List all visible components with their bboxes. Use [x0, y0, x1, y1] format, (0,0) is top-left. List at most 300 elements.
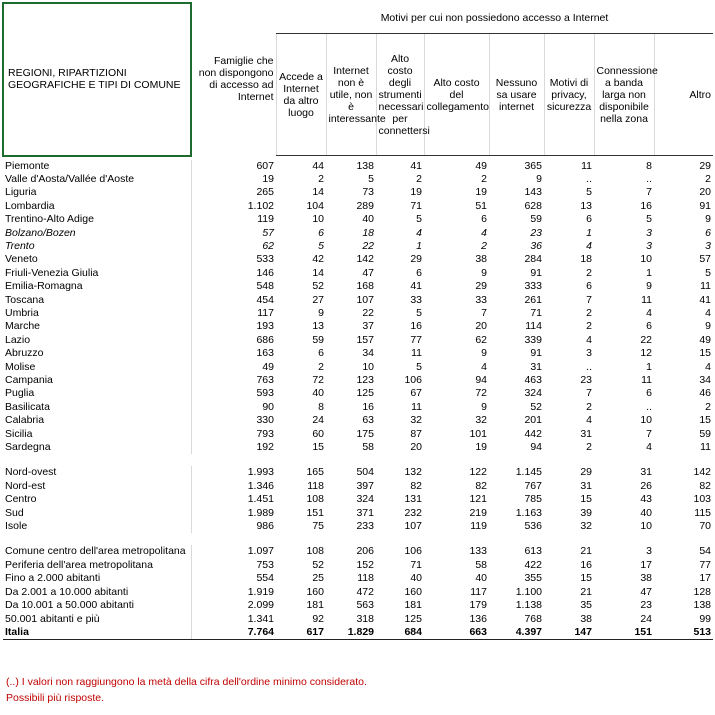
table-cell[interactable]: 5 — [416, 306, 422, 319]
table-cell[interactable]: 16 — [362, 400, 374, 413]
table-cell[interactable]: 554 — [256, 572, 274, 585]
table-cell[interactable]: 138 — [356, 159, 374, 172]
table-cell[interactable]: 11 — [411, 400, 422, 413]
table-cell[interactable]: 768 — [524, 612, 542, 625]
table-cell[interactable]: 5 — [416, 213, 422, 226]
table-cell[interactable]: 5 — [705, 266, 712, 279]
table-cell[interactable]: 9 — [481, 347, 487, 360]
table-cell[interactable]: 355 — [524, 572, 542, 585]
table-cell[interactable]: 151 — [306, 506, 324, 519]
table-cell[interactable]: 3 — [646, 239, 652, 252]
table-cell[interactable]: 49 — [475, 159, 487, 172]
table-cell[interactable]: 19 — [410, 186, 422, 199]
table-cell[interactable]: 1.346 — [247, 479, 274, 492]
table-cell[interactable]: 125 — [356, 387, 374, 400]
table-cell[interactable]: 151 — [594, 626, 654, 640]
table-cell[interactable]: 2 — [586, 400, 592, 413]
table-cell[interactable]: 157 — [356, 333, 374, 346]
table-cell[interactable]: .. — [586, 172, 592, 185]
table-cell[interactable]: 442 — [524, 427, 542, 440]
table-cell[interactable]: 2 — [586, 441, 592, 454]
table-cell[interactable]: 2 — [416, 172, 422, 185]
table-cell[interactable]: 219 — [469, 506, 487, 519]
table-cell[interactable]: 617 — [276, 626, 326, 640]
row-label[interactable]: Calabria — [3, 414, 191, 427]
table-cell[interactable]: 23 — [530, 226, 542, 239]
row-label[interactable]: Trento — [3, 240, 191, 253]
table-cell[interactable]: 106 — [404, 545, 422, 558]
table-cell[interactable]: 37 — [362, 320, 374, 333]
table-cell[interactable]: 20 — [410, 441, 422, 454]
table-cell[interactable]: 5 — [586, 186, 592, 199]
table-cell[interactable]: 1.989 — [247, 506, 274, 519]
table-cell[interactable]: .. — [646, 172, 652, 185]
table-cell[interactable]: 6 — [586, 280, 592, 293]
table-cell[interactable]: 43 — [640, 493, 652, 506]
table-cell[interactable]: 19 — [475, 441, 487, 454]
table-cell[interactable]: 147 — [544, 626, 594, 640]
table-cell[interactable]: 119 — [470, 520, 487, 533]
table-cell[interactable]: 142 — [356, 253, 374, 266]
table-cell[interactable]: 463 — [524, 374, 542, 386]
table-cell[interactable]: 152 — [356, 558, 374, 571]
table-cell[interactable]: 23 — [580, 374, 592, 386]
table-cell[interactable]: 2 — [586, 266, 592, 279]
table-cell[interactable]: 31 — [580, 479, 592, 492]
table-cell[interactable]: 9 — [536, 172, 542, 185]
row-label[interactable]: 50.001 abitanti e più — [3, 613, 191, 626]
table-cell[interactable]: 2 — [705, 172, 712, 185]
table-cell[interactable]: 2 — [705, 400, 712, 413]
table-cell[interactable]: 607 — [256, 159, 274, 172]
table-cell[interactable]: 2 — [481, 172, 487, 185]
table-cell[interactable]: 9 — [481, 400, 487, 413]
table-cell[interactable]: 70 — [699, 520, 712, 533]
table-cell[interactable]: 21 — [580, 585, 592, 598]
table-cell[interactable]: 8 — [646, 159, 652, 172]
table-cell[interactable]: 108 — [306, 545, 324, 558]
table-cell[interactable]: 67 — [410, 387, 422, 400]
table-cell[interactable]: 34 — [699, 374, 712, 386]
table-cell[interactable]: 7 — [646, 427, 652, 440]
table-cell[interactable]: 22 — [640, 333, 652, 346]
table-cell[interactable]: 114 — [525, 320, 542, 333]
row-label[interactable]: Toscana — [3, 294, 191, 307]
table-cell[interactable]: 6 — [705, 226, 712, 239]
table-cell[interactable]: 7 — [646, 186, 652, 199]
table-cell[interactable]: 73 — [362, 186, 374, 199]
table-cell[interactable]: 20 — [699, 186, 712, 199]
table-cell[interactable]: 16 — [580, 558, 592, 571]
table-cell[interactable]: 41 — [699, 293, 712, 306]
table-cell[interactable]: 32 — [580, 520, 592, 533]
table-cell[interactable]: 7.764 — [191, 626, 276, 640]
table-cell[interactable]: 192 — [256, 441, 274, 454]
table-cell[interactable]: 3 — [586, 347, 592, 360]
row-label[interactable]: Veneto — [3, 253, 191, 266]
table-cell[interactable]: 324 — [524, 387, 542, 400]
row-label[interactable]: Sicilia — [3, 428, 191, 441]
table-cell[interactable]: 32 — [410, 414, 422, 427]
table-cell[interactable]: 23 — [640, 599, 652, 612]
table-cell[interactable]: 115 — [694, 506, 712, 519]
table-cell[interactable]: 82 — [475, 479, 487, 492]
table-cell[interactable]: 62 — [262, 239, 274, 252]
table-cell[interactable]: 49 — [699, 333, 712, 346]
table-cell[interactable]: 763 — [256, 374, 274, 386]
row-label[interactable]: Lazio — [3, 334, 191, 347]
table-cell[interactable]: 2 — [586, 320, 592, 333]
table-cell[interactable]: 1 — [416, 239, 422, 252]
table-cell[interactable]: 40 — [312, 387, 324, 400]
row-label[interactable]: Puglia — [3, 387, 191, 400]
row-label[interactable]: Periferia dell'area metropolitana — [3, 559, 191, 572]
table-cell[interactable]: 24 — [312, 414, 324, 427]
row-label[interactable]: Emilia-Romagna — [3, 280, 191, 293]
table-cell[interactable]: 91 — [530, 266, 542, 279]
table-cell[interactable]: 62 — [475, 333, 487, 346]
table-cell[interactable]: 1.100 — [515, 585, 542, 598]
table-cell[interactable]: 52 — [530, 400, 542, 413]
table-cell[interactable]: 82 — [699, 479, 712, 492]
table-cell[interactable]: 1.163 — [515, 506, 542, 519]
row-label[interactable]: Fino a 2.000 abitanti — [3, 572, 191, 585]
table-cell[interactable]: 1.102 — [247, 199, 274, 212]
table-cell[interactable]: 330 — [256, 414, 274, 427]
table-cell[interactable]: 46 — [699, 387, 712, 400]
table-cell[interactable]: 6 — [586, 213, 592, 226]
table-cell[interactable]: 2 — [318, 360, 324, 373]
table-cell[interactable]: 4 — [481, 226, 487, 239]
table-cell[interactable]: 4.397 — [489, 626, 544, 640]
table-cell[interactable]: 71 — [530, 306, 542, 319]
table-cell[interactable]: 104 — [306, 199, 324, 212]
row-label[interactable]: Basilicata — [3, 401, 191, 414]
table-cell[interactable]: 59 — [312, 333, 324, 346]
row-label[interactable]: Campania — [3, 374, 191, 387]
table-cell[interactable]: 51 — [475, 199, 487, 212]
table-cell[interactable]: 57 — [262, 226, 274, 239]
table-cell[interactable]: 5 — [416, 360, 422, 373]
table-cell[interactable]: 513 — [654, 626, 713, 640]
table-cell[interactable]: 10 — [362, 360, 374, 373]
table-cell[interactable]: 47 — [640, 585, 652, 598]
table-cell[interactable]: 29 — [699, 159, 712, 172]
table-cell[interactable]: 3 — [646, 545, 652, 558]
table-cell[interactable]: 119 — [257, 213, 274, 226]
table-cell[interactable]: 9 — [646, 280, 652, 293]
table-cell[interactable]: 75 — [312, 520, 324, 533]
table-cell[interactable]: 11 — [581, 159, 592, 172]
table-cell[interactable]: 7 — [481, 306, 487, 319]
table-cell[interactable]: 125 — [404, 612, 422, 625]
table-cell[interactable]: 4 — [586, 414, 592, 427]
table-cell[interactable]: 1.097 — [247, 545, 274, 558]
table-cell[interactable]: 767 — [524, 479, 542, 492]
row-label[interactable]: Bolzano/Bozen — [3, 227, 191, 240]
table-cell[interactable]: 107 — [356, 293, 374, 306]
table-cell[interactable]: 94 — [475, 374, 487, 386]
table-cell[interactable]: 3 — [705, 239, 712, 252]
header-regioni[interactable]: REGIONI, RIPARTIZIONI GEOGRAFICHE E TIPI DI COMUNE — [3, 3, 191, 156]
table-cell[interactable]: 131 — [404, 493, 422, 506]
table-cell[interactable]: 36 — [530, 239, 542, 252]
table-cell[interactable]: 11 — [641, 374, 652, 386]
table-cell[interactable]: 11 — [700, 280, 712, 293]
table-cell[interactable]: 117 — [257, 306, 274, 319]
row-label[interactable]: Abruzzo — [3, 347, 191, 360]
table-cell[interactable]: 31 — [640, 466, 652, 479]
table-cell[interactable]: 785 — [524, 493, 542, 506]
table-cell[interactable]: 14 — [312, 266, 324, 279]
table-cell[interactable]: 92 — [312, 612, 324, 625]
row-label[interactable]: Da 2.001 a 10.000 abitanti — [3, 586, 191, 599]
table-cell[interactable]: 103 — [693, 493, 712, 506]
table-cell[interactable]: 42 — [312, 253, 324, 266]
row-label[interactable]: Italia — [3, 626, 191, 640]
table-cell[interactable]: 9 — [705, 320, 712, 333]
table-cell[interactable]: 163 — [256, 347, 274, 360]
table-cell[interactable]: 628 — [524, 199, 542, 212]
table-cell[interactable]: 16 — [640, 199, 652, 212]
table-cell[interactable]: 13 — [580, 199, 592, 212]
table-cell[interactable]: 40 — [640, 506, 652, 519]
table-cell[interactable]: 1.138 — [515, 599, 542, 612]
table-cell[interactable]: 99 — [699, 612, 712, 625]
table-cell[interactable]: 22 — [362, 306, 374, 319]
table-cell[interactable]: 38 — [640, 572, 652, 585]
table-cell[interactable]: 7 — [586, 293, 592, 306]
row-label[interactable]: Nord-est — [3, 480, 191, 493]
row-label[interactable]: Trentino-Alto Adige — [3, 213, 191, 226]
table-cell[interactable]: 333 — [524, 280, 542, 293]
table-cell[interactable]: 6 — [646, 320, 652, 333]
table-cell[interactable]: 29 — [475, 280, 487, 293]
table-cell[interactable]: 397 — [356, 479, 374, 492]
table-cell[interactable]: 40 — [475, 572, 487, 585]
table-cell[interactable]: 33 — [410, 293, 422, 306]
table-cell[interactable]: 533 — [256, 253, 274, 266]
table-cell[interactable]: 27 — [312, 293, 324, 306]
table-cell[interactable]: 77 — [410, 333, 422, 346]
table-cell[interactable]: 26 — [640, 479, 652, 492]
table-cell[interactable]: 324 — [356, 493, 374, 506]
table-cell[interactable]: 19 — [262, 172, 274, 185]
table-cell[interactable]: 13 — [312, 320, 324, 333]
table-cell[interactable]: 146 — [256, 266, 274, 279]
table-cell[interactable]: 422 — [524, 558, 542, 571]
table-cell[interactable]: 5 — [368, 172, 374, 185]
table-cell[interactable]: 133 — [469, 545, 487, 558]
table-cell[interactable]: 793 — [256, 427, 274, 440]
table-cell[interactable]: 289 — [356, 199, 374, 212]
table-cell[interactable]: 94 — [530, 441, 542, 454]
table-cell[interactable]: 6 — [416, 266, 422, 279]
table-cell[interactable]: 31 — [580, 427, 592, 440]
table-cell[interactable]: 684 — [376, 626, 424, 640]
table-cell[interactable]: 4 — [586, 333, 592, 346]
table-cell[interactable]: 39 — [580, 506, 592, 519]
table-cell[interactable]: 38 — [475, 253, 487, 266]
table-cell[interactable]: 4 — [586, 239, 592, 252]
table-cell[interactable]: 6 — [481, 213, 487, 226]
table-cell[interactable]: 47 — [362, 266, 374, 279]
table-cell[interactable]: 4 — [646, 306, 652, 319]
row-label[interactable]: Umbria — [3, 307, 191, 320]
table-cell[interactable]: 179 — [469, 599, 487, 612]
table-cell[interactable]: 142 — [693, 466, 712, 479]
table-cell[interactable]: 193 — [256, 320, 274, 333]
table-cell[interactable]: 59 — [530, 213, 542, 226]
table-cell[interactable]: 753 — [256, 558, 274, 571]
table-cell[interactable]: .. — [586, 360, 592, 373]
row-label[interactable]: Isole — [3, 520, 191, 533]
table-cell[interactable]: 7 — [586, 387, 592, 400]
table-cell[interactable]: 160 — [306, 585, 324, 598]
row-label[interactable]: Centro — [3, 493, 191, 506]
table-cell[interactable]: 82 — [410, 479, 422, 492]
table-cell[interactable]: 60 — [312, 427, 324, 440]
table-cell[interactable]: 106 — [404, 374, 422, 386]
table-cell[interactable]: 3 — [646, 226, 652, 239]
row-label[interactable]: Molise — [3, 361, 191, 374]
table-cell[interactable]: 118 — [307, 479, 324, 492]
table-cell[interactable]: 8 — [318, 400, 324, 413]
table-cell[interactable]: 1.829 — [326, 626, 376, 640]
table-cell[interactable]: 63 — [362, 414, 374, 427]
table-cell[interactable]: 10 — [312, 213, 324, 226]
table-cell[interactable]: 132 — [404, 466, 422, 479]
table-cell[interactable]: 71 — [410, 558, 422, 571]
table-cell[interactable]: 2 — [586, 306, 592, 319]
table-cell[interactable]: 175 — [356, 427, 374, 440]
table-cell[interactable]: 1.451 — [247, 493, 274, 506]
table-cell[interactable]: 663 — [424, 626, 489, 640]
row-label[interactable]: Valle d'Aosta/Vallée d'Aoste — [3, 173, 191, 186]
table-cell[interactable]: 15 — [312, 441, 324, 454]
table-cell[interactable]: 20 — [475, 320, 487, 333]
table-cell[interactable]: 11 — [700, 441, 712, 454]
table-cell[interactable]: 138 — [693, 599, 712, 612]
table-cell[interactable]: 91 — [530, 347, 542, 360]
table-cell[interactable]: 87 — [410, 427, 422, 440]
table-cell[interactable]: 40 — [410, 572, 422, 585]
row-label[interactable]: Comune centro dell'area metropolitana — [3, 545, 191, 558]
row-label[interactable]: Marche — [3, 320, 191, 333]
table-cell[interactable]: 6 — [318, 347, 324, 360]
table-cell[interactable]: 11 — [411, 347, 422, 360]
table-cell[interactable]: 128 — [693, 585, 712, 598]
table-cell[interactable]: 15 — [580, 572, 592, 585]
table-cell[interactable]: 1.145 — [515, 466, 542, 479]
table-cell[interactable]: 22 — [362, 239, 374, 252]
table-cell[interactable]: 49 — [262, 360, 274, 373]
table-cell[interactable]: 1 — [586, 226, 592, 239]
table-cell[interactable]: 181 — [306, 599, 324, 612]
table-cell[interactable]: 72 — [475, 387, 487, 400]
table-cell[interactable]: 59 — [699, 427, 712, 440]
table-cell[interactable]: 686 — [256, 333, 274, 346]
table-cell[interactable]: 4 — [481, 360, 487, 373]
table-cell[interactable]: 1 — [646, 360, 652, 373]
table-cell[interactable]: 1.919 — [247, 585, 274, 598]
table-cell[interactable]: 2 — [318, 172, 324, 185]
table-cell[interactable]: 536 — [524, 520, 542, 533]
table-cell[interactable]: 41 — [410, 159, 422, 172]
table-cell[interactable]: 613 — [524, 545, 542, 558]
table-cell[interactable]: 108 — [306, 493, 324, 506]
table-cell[interactable]: 6 — [646, 387, 652, 400]
row-label[interactable]: Da 10.001 a 50.000 abitanti — [3, 599, 191, 612]
table-cell[interactable]: 18 — [362, 226, 374, 239]
table-cell[interactable]: 34 — [362, 347, 374, 360]
table-cell[interactable]: 72 — [312, 374, 324, 386]
table-cell[interactable]: 101 — [469, 427, 487, 440]
table-cell[interactable]: 52 — [312, 558, 324, 571]
table-cell[interactable]: 117 — [470, 585, 487, 598]
table-cell[interactable]: 6 — [318, 226, 324, 239]
table-cell[interactable]: 143 — [524, 186, 542, 199]
table-cell[interactable]: 15 — [580, 493, 592, 506]
table-cell[interactable]: 2 — [481, 239, 487, 252]
table-cell[interactable]: 11 — [641, 293, 652, 306]
table-cell[interactable]: 265 — [256, 186, 274, 199]
table-cell[interactable]: 181 — [404, 599, 422, 612]
table-cell[interactable]: 54 — [699, 545, 712, 558]
table-cell[interactable]: 371 — [356, 506, 374, 519]
table-cell[interactable]: .. — [646, 400, 652, 413]
table-cell[interactable]: 232 — [404, 506, 422, 519]
table-cell[interactable]: 58 — [362, 441, 374, 454]
table-cell[interactable]: 5 — [318, 239, 324, 252]
table-cell[interactable]: 454 — [256, 293, 274, 306]
table-cell[interactable]: 40 — [362, 213, 374, 226]
table-cell[interactable]: 71 — [410, 199, 422, 212]
table-cell[interactable]: 15 — [699, 347, 712, 360]
table-cell[interactable]: 19 — [475, 186, 487, 199]
table-cell[interactable]: 563 — [356, 599, 374, 612]
table-cell[interactable]: 165 — [306, 466, 324, 479]
table-cell[interactable]: 986 — [256, 520, 274, 533]
table-cell[interactable]: 9 — [318, 306, 324, 319]
table-cell[interactable]: 9 — [705, 213, 712, 226]
table-cell[interactable]: 29 — [410, 253, 422, 266]
table-cell[interactable]: 18 — [580, 253, 592, 266]
table-cell[interactable]: 17 — [699, 572, 712, 585]
row-label[interactable]: Lombardia — [3, 200, 191, 213]
table-cell[interactable]: 35 — [580, 599, 592, 612]
table-cell[interactable]: 14 — [312, 186, 324, 199]
table-cell[interactable]: 41 — [410, 280, 422, 293]
table-cell[interactable]: 21 — [580, 545, 592, 558]
table-cell[interactable]: 16 — [410, 320, 422, 333]
row-label[interactable]: Nord-ovest — [3, 466, 191, 479]
table-cell[interactable]: 4 — [416, 226, 422, 239]
table-cell[interactable]: 32 — [475, 414, 487, 427]
table-cell[interactable]: 31 — [530, 360, 542, 373]
table-cell[interactable]: 123 — [356, 374, 374, 386]
row-label[interactable]: Sud — [3, 507, 191, 520]
table-cell[interactable]: 15 — [699, 414, 712, 427]
table-cell[interactable]: 339 — [524, 333, 542, 346]
table-cell[interactable]: 58 — [475, 558, 487, 571]
table-cell[interactable]: 52 — [312, 280, 324, 293]
table-cell[interactable]: 4 — [705, 306, 712, 319]
table-cell[interactable]: 548 — [256, 280, 274, 293]
table-cell[interactable]: 77 — [699, 558, 712, 571]
table-cell[interactable]: 261 — [524, 293, 542, 306]
table-cell[interactable]: 160 — [404, 585, 422, 598]
